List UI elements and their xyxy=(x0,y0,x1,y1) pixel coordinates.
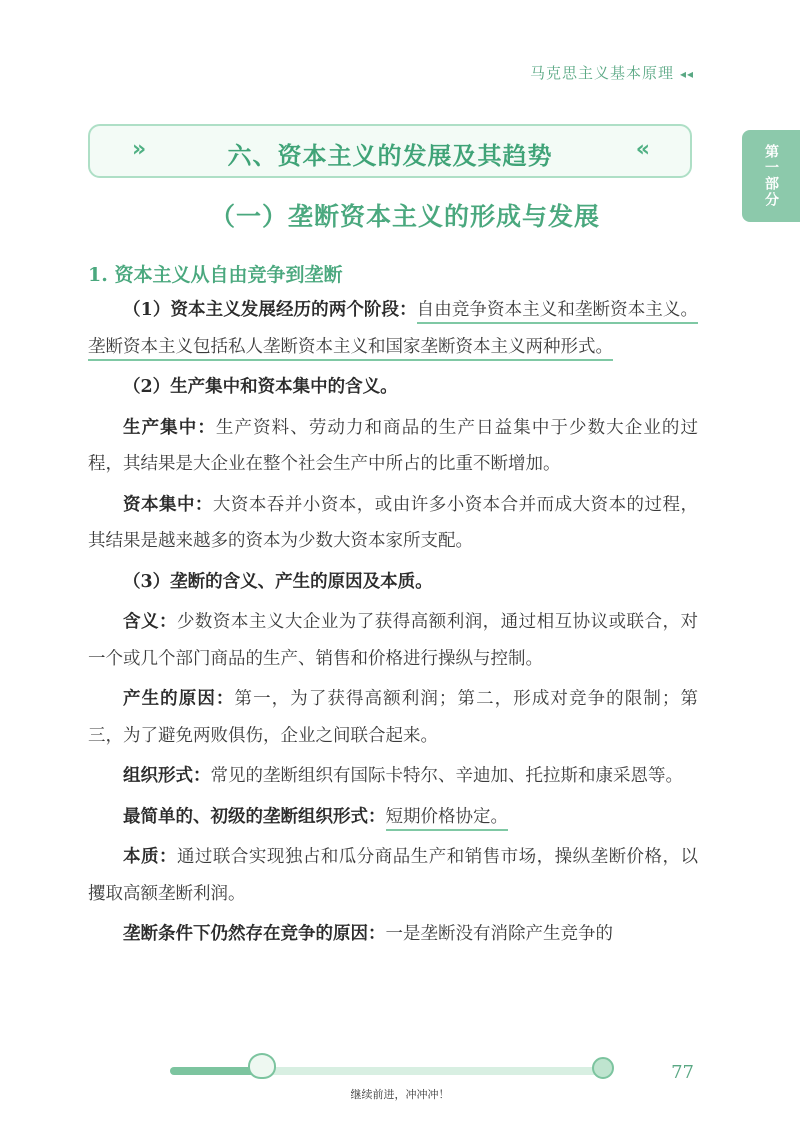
heading-1: 1. 资本主义从自由竞争到垄断 xyxy=(88,264,343,286)
paragraph-meaning: 含义：少数资本主义大企业为了获得高额利润，通过相互协议或联合，对一个或几个部门商品的生产、销售和价格进行操纵与控制。 xyxy=(88,612,698,669)
paragraph-competition: 垄断条件下仍然存在竞争的原因：一是垄断没有消除产生竞争的 xyxy=(123,924,613,944)
section-banner xyxy=(88,124,692,178)
chevron-right-icon: » xyxy=(132,137,145,162)
page-number: 77 xyxy=(671,1062,694,1083)
running-header xyxy=(530,62,694,83)
goal-icon xyxy=(592,1057,614,1079)
paragraph-essence: 本质：通过联合实现独占和瓜分商品生产和销售市场，操纵垄断价格，以攫取高额垄断利润。 xyxy=(88,847,698,904)
section-title: 六、资本主义的发展及其趋势 xyxy=(227,142,553,170)
part-tab-label: 第一部分 xyxy=(763,144,779,208)
underlined-answer: 自由竞争资本主义和垄断资本主义。垄断资本主义包括私人垄断资本主义和国家垄断资本主义两种形式。 xyxy=(88,300,698,361)
progress-fill xyxy=(170,1067,260,1075)
header-arrows-icon: ◂◂ xyxy=(679,67,694,81)
paragraph-monopoly-heading: （3）垄断的含义、产生的原因及本质。 xyxy=(123,571,433,592)
body-text xyxy=(88,292,698,957)
paragraph-simplest-form: 最简单的、初级的垄断组织形式：短期价格协定。 xyxy=(88,799,698,836)
mascot-icon xyxy=(248,1053,276,1079)
chevron-left-icon: « xyxy=(635,137,648,162)
paragraph-concentration-heading: （2）生产集中和资本集中的含义。 xyxy=(123,377,398,397)
underlined-answer: 短期价格协定。 xyxy=(386,807,509,831)
paragraph-forms: 组织形式：常见的垄断组织有国际卡特尔、辛迪加、托拉斯和康采恩等。 xyxy=(123,766,683,786)
subsection-title: （一）垄断资本主义的形成与发展 xyxy=(209,202,600,231)
paragraph-stages: （1）资本主义发展经历的两个阶段：自由竞争资本主义和垄断资本主义。垄断资本主义包括私人垄断资本主义和国家垄断资本主义两种形式。 xyxy=(88,292,698,365)
paragraph-production-concentration: 生产集中：生产资料、劳动力和商品的生产日益集中于少数大企业的过程，其结果是大企业在整个社会生产中所占的比重不断增加。 xyxy=(88,417,699,474)
footer-motto: 继续前进，冲冲冲！ xyxy=(350,1088,450,1101)
book-title: 马克思主义基本原理 xyxy=(529,64,674,82)
progress-bar xyxy=(170,1063,610,1079)
paragraph-causes: 产生的原因：第一，为了获得高额利润；第二，形成对竞争的限制；第三，为了避免两败俱伤，企业之间联合起来。 xyxy=(88,689,698,746)
paragraph-capital-concentration: 资本集中：大资本吞并小资本，或由许多小资本合并而成大资本的过程，其结果是越来越多的资本为少数大资本家所支配。 xyxy=(88,494,699,551)
